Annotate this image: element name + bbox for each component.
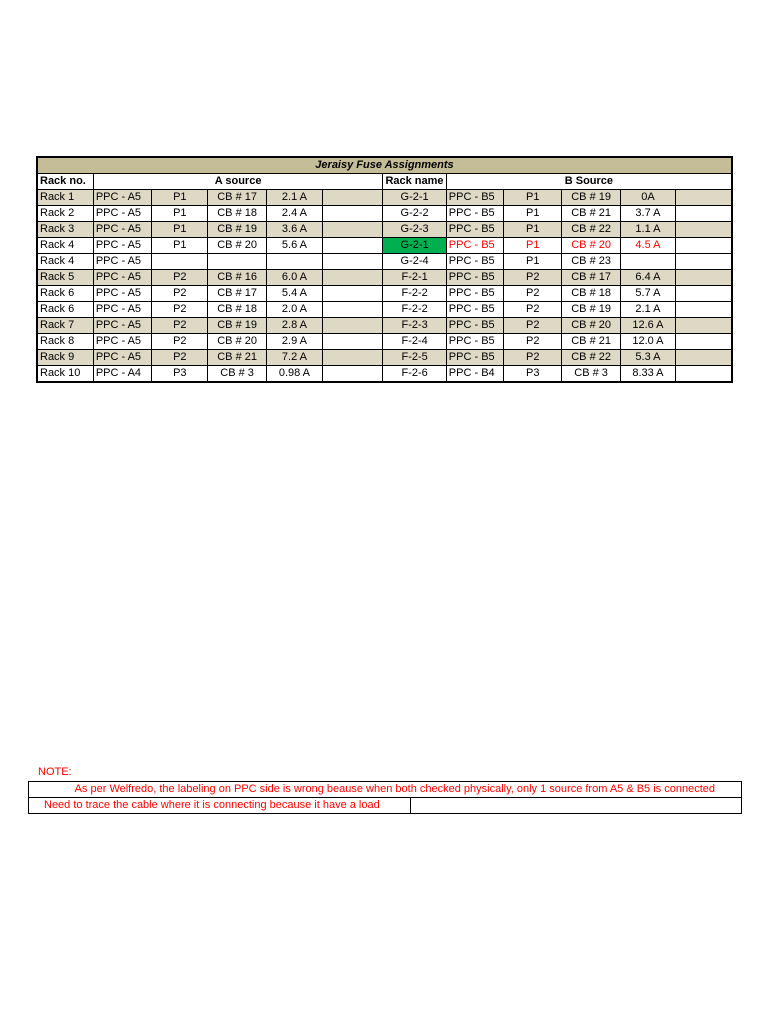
row-b-amps: 0A <box>620 190 675 206</box>
fuse-assignments-table <box>36 156 733 383</box>
row-rack-no: Rack 4 <box>37 238 93 254</box>
row-b-ppc: PPC - B5 <box>446 318 503 334</box>
row-b-breaker: CB # 23 <box>562 254 620 270</box>
row-b-breaker: CB # 17 <box>562 270 620 286</box>
row-b-panel: P2 <box>504 302 562 318</box>
note-label: NOTE: <box>38 766 72 778</box>
row-b-spare <box>676 318 732 334</box>
table-row <box>37 222 732 238</box>
row-rack-name: G-2-2 <box>383 206 446 222</box>
row-b-panel: P1 <box>504 254 562 270</box>
row-b-spare <box>676 222 732 238</box>
row-a-ppc: PPC - A5 <box>93 254 151 270</box>
row-a-ppc: PPC - A5 <box>93 270 151 286</box>
note-row-2 <box>29 798 742 814</box>
note-empty-cell <box>411 798 742 814</box>
row-a-breaker: CB # 20 <box>208 238 266 254</box>
row-b-ppc: PPC - B5 <box>446 206 503 222</box>
row-b-panel: P1 <box>504 190 562 206</box>
row-b-panel: P1 <box>504 238 562 254</box>
row-b-amps: 8.33 A <box>620 366 675 383</box>
table-row <box>37 302 732 318</box>
row-a-amps: 6.0 A <box>266 270 322 286</box>
row-a-amps: 2.9 A <box>266 334 322 350</box>
row-b-ppc: PPC - B5 <box>446 254 503 270</box>
row-b-spare <box>676 334 732 350</box>
row-b-breaker: CB # 3 <box>562 366 620 383</box>
row-rack-no: Rack 10 <box>37 366 93 383</box>
row-a-panel: P2 <box>152 350 208 366</box>
row-b-spare <box>676 366 732 383</box>
row-b-spare <box>676 190 732 206</box>
row-b-spare <box>676 206 732 222</box>
row-a-panel <box>152 254 208 270</box>
note-line-1: As per Welfredo, the labeling on PPC side is wrong beause when both checked physically, only 1 source from A5 & B5 is connected <box>29 782 742 798</box>
row-rack-name: F-2-5 <box>383 350 446 366</box>
row-a-spare <box>323 206 383 222</box>
row-a-amps: 2.8 A <box>266 318 322 334</box>
table-row <box>37 318 732 334</box>
row-rack-name: G-2-4 <box>383 254 446 270</box>
row-a-breaker: CB # 18 <box>208 206 266 222</box>
row-b-spare <box>676 270 732 286</box>
row-b-breaker: CB # 22 <box>562 222 620 238</box>
row-b-panel: P1 <box>504 206 562 222</box>
row-b-ppc: PPC - B5 <box>446 270 503 286</box>
row-rack-name: G-2-1 <box>383 190 446 206</box>
row-a-spare <box>323 318 383 334</box>
row-b-ppc: PPC - B5 <box>446 350 503 366</box>
row-a-amps: 2.0 A <box>266 302 322 318</box>
row-b-ppc: PPC - B5 <box>446 222 503 238</box>
row-a-panel: P1 <box>152 238 208 254</box>
note-line-2: Need to trace the cable where it is connecting because it have a load <box>29 798 411 814</box>
row-a-breaker: CB # 20 <box>208 334 266 350</box>
row-a-amps: 2.4 A <box>266 206 322 222</box>
row-b-ppc: PPC - B5 <box>446 286 503 302</box>
row-a-breaker: CB # 19 <box>208 222 266 238</box>
row-b-ppc: PPC - B5 <box>446 334 503 350</box>
row-a-amps: 2.1 A <box>266 190 322 206</box>
row-a-spare <box>323 238 383 254</box>
table-row <box>37 350 732 366</box>
row-b-panel: P1 <box>504 222 562 238</box>
table-title-row <box>37 157 732 174</box>
row-rack-no: Rack 5 <box>37 270 93 286</box>
row-a-amps: 5.6 A <box>266 238 322 254</box>
row-a-spare <box>323 366 383 383</box>
row-b-breaker: CB # 21 <box>562 206 620 222</box>
row-rack-name: F-2-2 <box>383 286 446 302</box>
row-b-panel: P2 <box>504 286 562 302</box>
row-b-spare <box>676 238 732 254</box>
row-rack-no: Rack 9 <box>37 350 93 366</box>
row-a-panel: P2 <box>152 318 208 334</box>
table-row <box>37 270 732 286</box>
row-b-amps: 5.7 A <box>620 286 675 302</box>
row-b-amps: 4.5 A <box>620 238 675 254</box>
row-a-breaker: CB # 16 <box>208 270 266 286</box>
row-rack-name: G-2-3 <box>383 222 446 238</box>
row-a-amps: 7.2 A <box>266 350 322 366</box>
table-row <box>37 190 732 206</box>
row-rack-no: Rack 6 <box>37 302 93 318</box>
row-a-breaker: CB # 18 <box>208 302 266 318</box>
row-a-ppc: PPC - A4 <box>93 366 151 383</box>
table-title: Jeraisy Fuse Assignments <box>37 157 732 174</box>
row-rack-no: Rack 1 <box>37 190 93 206</box>
header-rack-name: Rack name <box>383 174 446 190</box>
row-rack-no: Rack 3 <box>37 222 93 238</box>
row-b-amps <box>620 254 675 270</box>
row-b-spare <box>676 350 732 366</box>
note-row-1 <box>29 782 742 798</box>
row-a-breaker: CB # 21 <box>208 350 266 366</box>
row-b-breaker: CB # 19 <box>562 190 620 206</box>
row-a-breaker <box>208 254 266 270</box>
row-b-ppc: PPC - B5 <box>446 190 503 206</box>
row-a-panel: P2 <box>152 302 208 318</box>
row-rack-name: F-2-4 <box>383 334 446 350</box>
table-row <box>37 254 732 270</box>
row-a-breaker: CB # 17 <box>208 286 266 302</box>
row-a-ppc: PPC - A5 <box>93 350 151 366</box>
row-rack-no: Rack 4 <box>37 254 93 270</box>
row-a-ppc: PPC - A5 <box>93 206 151 222</box>
row-b-amps: 3.7 A <box>620 206 675 222</box>
row-b-ppc: PPC - B4 <box>446 366 503 383</box>
row-rack-no: Rack 6 <box>37 286 93 302</box>
row-b-panel: P2 <box>504 334 562 350</box>
row-b-breaker: CB # 22 <box>562 350 620 366</box>
row-a-ppc: PPC - A5 <box>93 334 151 350</box>
row-b-amps: 1.1 A <box>620 222 675 238</box>
row-b-amps: 12.6 A <box>620 318 675 334</box>
row-rack-no: Rack 8 <box>37 334 93 350</box>
row-b-panel: P3 <box>504 366 562 383</box>
row-a-breaker: CB # 19 <box>208 318 266 334</box>
row-a-panel: P2 <box>152 334 208 350</box>
row-b-ppc: PPC - B5 <box>446 238 503 254</box>
row-b-breaker: CB # 18 <box>562 286 620 302</box>
row-a-spare <box>323 302 383 318</box>
row-b-spare <box>676 286 732 302</box>
row-b-spare <box>676 302 732 318</box>
row-a-breaker: CB # 3 <box>208 366 266 383</box>
row-b-panel: P2 <box>504 318 562 334</box>
row-a-spare <box>323 350 383 366</box>
row-b-breaker: CB # 21 <box>562 334 620 350</box>
row-b-amps: 5.3 A <box>620 350 675 366</box>
row-a-ppc: PPC - A5 <box>93 222 151 238</box>
row-b-breaker: CB # 19 <box>562 302 620 318</box>
header-a-source: A source <box>93 174 383 190</box>
row-b-ppc: PPC - B5 <box>446 302 503 318</box>
row-rack-name: F-2-6 <box>383 366 446 383</box>
table-header-row <box>37 174 732 190</box>
row-a-panel: P1 <box>152 222 208 238</box>
row-rack-name: F-2-3 <box>383 318 446 334</box>
row-a-panel: P1 <box>152 190 208 206</box>
row-b-spare <box>676 254 732 270</box>
row-rack-name: F-2-1 <box>383 270 446 286</box>
row-a-spare <box>323 286 383 302</box>
notes-table <box>28 781 742 814</box>
row-a-breaker: CB # 17 <box>208 190 266 206</box>
row-a-ppc: PPC - A5 <box>93 318 151 334</box>
row-a-spare <box>323 190 383 206</box>
header-b-source: B Source <box>446 174 732 190</box>
row-a-panel: P2 <box>152 286 208 302</box>
table-row <box>37 286 732 302</box>
row-a-ppc: PPC - A5 <box>93 238 151 254</box>
row-a-spare <box>323 334 383 350</box>
row-a-amps: 0.98 A <box>266 366 322 383</box>
row-a-amps: 5.4 A <box>266 286 322 302</box>
row-a-ppc: PPC - A5 <box>93 302 151 318</box>
row-a-amps <box>266 254 322 270</box>
row-a-spare <box>323 270 383 286</box>
row-a-spare <box>323 254 383 270</box>
row-b-breaker: CB # 20 <box>562 238 620 254</box>
row-b-panel: P2 <box>504 350 562 366</box>
row-b-amps: 6.4 A <box>620 270 675 286</box>
row-rack-no: Rack 2 <box>37 206 93 222</box>
table-row <box>37 238 732 254</box>
row-rack-name: F-2-2 <box>383 302 446 318</box>
row-b-amps: 12.0 A <box>620 334 675 350</box>
table-row <box>37 334 732 350</box>
row-a-spare <box>323 222 383 238</box>
row-rack-no: Rack 7 <box>37 318 93 334</box>
table-row <box>37 206 732 222</box>
row-a-panel: P3 <box>152 366 208 383</box>
row-a-panel: P2 <box>152 270 208 286</box>
row-a-amps: 3.6 A <box>266 222 322 238</box>
row-b-breaker: CB # 20 <box>562 318 620 334</box>
row-a-ppc: PPC - A5 <box>93 190 151 206</box>
table-row <box>37 366 732 383</box>
row-b-panel: P2 <box>504 270 562 286</box>
header-rack-no: Rack no. <box>37 174 93 190</box>
row-a-ppc: PPC - A5 <box>93 286 151 302</box>
row-b-amps: 2.1 A <box>620 302 675 318</box>
row-a-panel: P1 <box>152 206 208 222</box>
row-rack-name: G-2-1 <box>383 238 446 254</box>
